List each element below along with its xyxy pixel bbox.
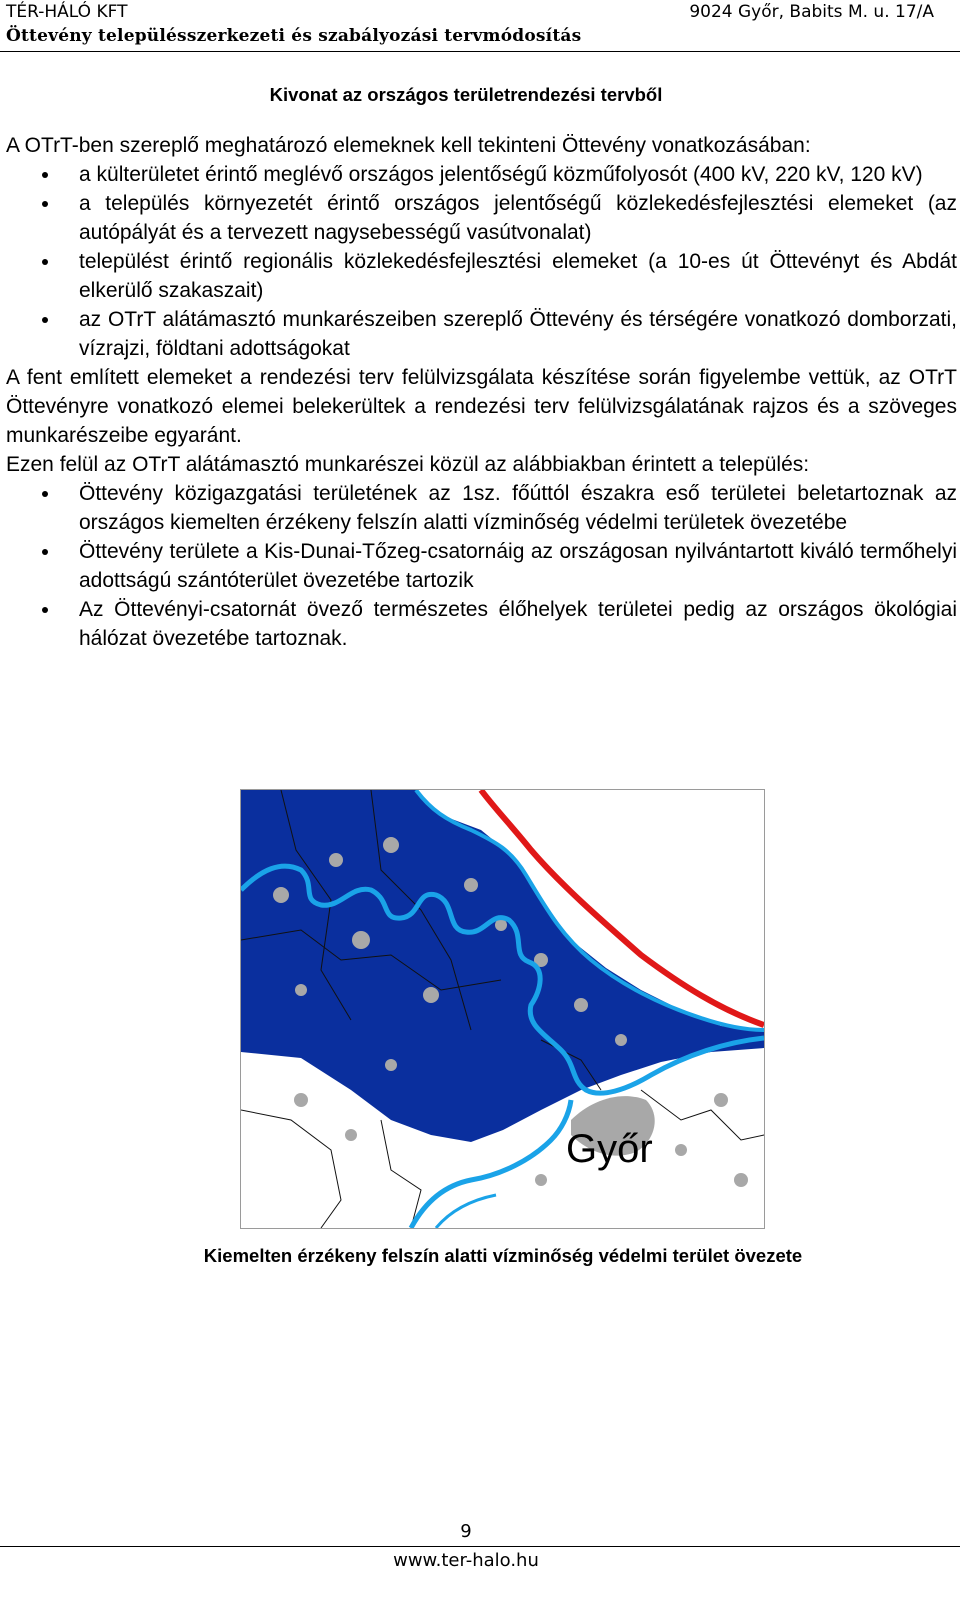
bullet-icon [42,201,48,207]
list-item [6,479,957,537]
company-address: 9024 Győr, Babits M. u. 17/A [689,2,934,22]
list-item-text: települést érintő regionális közlekedésfejlesztési elemeket (a 10-es út Öttevényt és Abdát elkerülő szakaszait) [79,250,957,302]
footer-rule [0,1546,960,1547]
list-item [6,189,957,247]
list-item [6,595,957,653]
list-item [6,247,957,305]
bullet-icon [42,491,48,497]
zone-map [240,789,765,1229]
list-item-text: Öttevény közigazgatási területének az 1sz. főúttól északra eső területei beletartoznak az országos kiemelten érzékeny felszín alatti vízminőség védelmi területek övezetébe [79,482,957,534]
footer-url: www.ter-halo.hu [393,1550,539,1571]
section-title: Kivonat az országos területrendezési tervből [269,84,663,105]
city-label: Győr [566,1127,653,1171]
list-item-text: Öttevény területe a Kis-Dunai-Tőzeg-csatornáig az országosan nyilvántartott kiváló termőhelyi adottságú szántóterület övezetébe tartozik [79,540,957,592]
bullet-icon [42,549,48,555]
list-item [6,305,957,363]
list-item [6,537,957,595]
intro-paragraph: A OTrT-ben szereplő meghatározó elemeknek kell tekinteni Öttevény vonatkozásában: [6,134,811,157]
list-item-text: Az Öttevényi-csatornát övező természetes élőhelyek területei pedig az országos ökológiai hálózat övezetébe tartoznak. [79,598,957,650]
paragraph-affected: Ezen felül az OTrT alátámasztó munkarészei közül az alábbiakban érintett a település: [6,453,810,476]
list-item-text: a külterületet érintő meglévő országos jelentőségű közműfolyosót (400 kV, 220 kV, 120 kV) [79,163,923,186]
page-number: 9 [460,1521,472,1542]
project-title: Öttevény településszerkezeti és szabályozási tervmódosítás [6,26,582,46]
map-graphic [241,790,764,1228]
header-rule [0,51,960,52]
list-item-text: az OTrT alátámasztó munkarészeiben szereplő Öttevény és térségére vonatkozó domborzati, vízrajzi, földtani adottságokat [79,308,957,360]
otrt-elements-list [6,160,957,363]
figure-caption: Kiemelten érzékeny felszín alatti vízminőség védelmi terület övezete [203,1245,803,1266]
bullet-icon [42,172,48,178]
body-text [6,131,957,653]
affected-zones-list [6,479,957,653]
bullet-icon [42,607,48,613]
paragraph-considered: A fent említett elemeket a rendezési terv felülvizsgálata készítése során figyelembe vettük, az OTrT Öttevényre vonatkozó elemei belekerültek a rendezési terv felülvizsgálatának rajzos és a szöveges munkarészeibe egyaránt. [6,366,957,447]
company-name: TÉR-HÁLÓ KFT [6,2,128,22]
list-item-text: a település környezetét érintő országos jelentőségű közlekedésfejlesztési elemeket (az autópályát és a tervezett nagysebességű vasútvonalat) [79,192,957,244]
bullet-icon [42,317,48,323]
bullet-icon [42,259,48,265]
list-item [6,160,957,189]
